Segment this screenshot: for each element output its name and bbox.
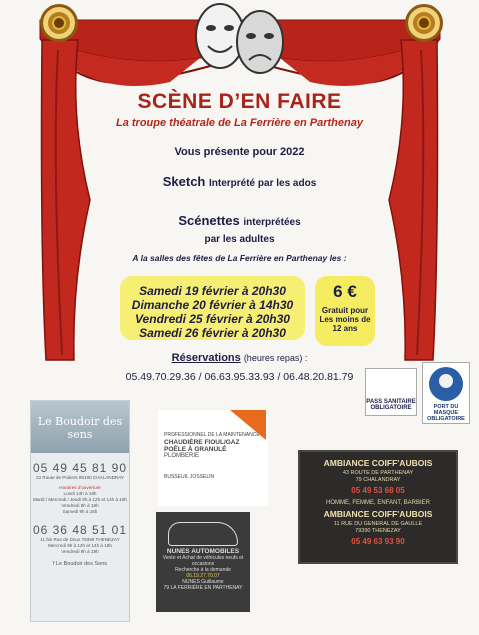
ad-boudoir-des-sens (30, 400, 130, 622)
ambiance-line-3: 11 RUE DU GENERAL DE GAULLE (333, 521, 423, 527)
chauff-line-1: PROFESSIONNEL DE LA MAINTENANCE (164, 432, 260, 438)
nunes-line-1: Vente et Achat de véhicules neufs et occasions (162, 555, 244, 567)
mask-icon (429, 367, 463, 401)
nunes-name: NUNES AUTOMOBILES (166, 548, 240, 555)
mask-required-badge (422, 362, 470, 424)
sketch-detail: Interprété par les ados (209, 178, 317, 189)
scenettes-detail-1: interprétées (243, 217, 301, 228)
chauff-line-5: BUSSEUIL JOSSELIN (164, 474, 215, 480)
ad-ambiance-coiff (298, 450, 458, 564)
boudoir-address-1: 23 Route de Poitiers 86190 CHALANDRAY (35, 475, 124, 480)
boudoir-hours-5: Mercredi 9h à 12h et 14h à 19h (48, 543, 112, 548)
price-note-1: Gratuit pour (321, 306, 369, 315)
orange-triangle-icon (230, 410, 266, 440)
boudoir-phone-2: 06 36 48 51 01 (32, 523, 128, 537)
price-box (315, 276, 375, 346)
boudoir-social: f Le Boudoir des Sens (52, 561, 108, 567)
nunes-phone: 06.19.27.70.07 (186, 573, 220, 579)
chauff-line-2: CHAUDIÈRE FIOUL/GAZ (164, 439, 240, 446)
nunes-line-3: NUNES Guillaume (182, 579, 224, 585)
date-item: Dimanche 20 février à 14h30 (131, 298, 294, 312)
ambiance-name-2: AMBIANCE COIFF'AUBOIS (323, 509, 433, 519)
reservation-phones: 05.49.70.29.36 / 06.63.95.33.93 / 06.48.20.81.79 (125, 371, 354, 383)
ad-chauffage (158, 410, 268, 506)
boudoir-hours-4: Samedi 9h à 16h (62, 509, 98, 514)
dates-box (120, 276, 305, 340)
date-item: Samedi 26 février à 20h30 (139, 326, 286, 340)
sketch-line (0, 174, 479, 189)
boudoir-hours-1: Lundi 14h à 19h (63, 491, 97, 496)
boudoir-address-2: 11 bis Rue de Doux 79390 THENEZAY (40, 537, 120, 542)
scenettes-main: Scénettes (178, 213, 240, 228)
ad-nunes-automobiles (156, 512, 250, 612)
scenettes-detail-2: par les adultes (204, 234, 275, 245)
reservations-note: (heures repas) : (243, 353, 308, 363)
venue-line: A la salles des fêtes de La Ferrière en Parthenay les : (132, 253, 347, 263)
ambiance-line-1: 43 ROUTE DE PARTHENAY (342, 470, 414, 476)
date-item: Samedi 19 février à 20h30 (139, 284, 286, 298)
presents-line: Vous présente pour 2022 (174, 146, 305, 158)
boudoir-hours-3: Vendredi 9h à 19h (61, 503, 99, 508)
poster-subtitle: La troupe théatrale de La Ferrière en Parthenay (116, 117, 363, 129)
sketch-main: Sketch (162, 174, 206, 189)
chauff-line-4: PLOMBERIE (164, 453, 200, 459)
ambiance-tagline: HOMME, FEMME, ENFANT, BARBIER (325, 500, 430, 506)
boudoir-hours-6: Vendredi 9h à 19h (61, 549, 99, 554)
ambiance-phone-1: 05 49 53 68 05 (351, 486, 405, 495)
reservations-heading (0, 352, 479, 364)
chauff-line-3: POÊLE À GRANULÉ (164, 446, 227, 453)
ambiance-line-2: 79 CHALANDRAY (355, 477, 401, 483)
ambiance-name: AMBIANCE COIFF'AUBOIS (323, 458, 433, 468)
price-note-2: Les moins de (319, 315, 371, 324)
mask-required-text: PORT DU MASQUE OBLIGATOIRE (427, 404, 465, 422)
pass-sanitaire-text: PASS SANITAIRE OBLIGATOIRE (366, 399, 416, 411)
nunes-line-4: 79 LA FERRIÈRE EN PARTHENAY (163, 585, 243, 591)
nunes-line-2: Recherche à la demande (175, 567, 231, 573)
boudoir-name: Le Boudoir des sens (31, 401, 129, 453)
boudoir-hours-label: Horaires d'ouverture (59, 485, 101, 490)
boudoir-phone-1: 05 49 45 81 90 (32, 461, 128, 475)
car-icon (168, 522, 238, 546)
theatre-masks-icon (196, 4, 283, 73)
poster-title: SCÈNE D’EN FAIRE (137, 90, 342, 113)
ambiance-phone-2: 05 49 63 93 90 (351, 537, 405, 546)
price-note-3: 12 ans (332, 324, 358, 333)
pass-sanitaire-badge (365, 368, 417, 416)
right-ornament-icon (405, 4, 443, 42)
reservations-label: Réservations (171, 352, 241, 364)
ambiance-line-4: 79390 THENEZAY (355, 528, 401, 534)
boudoir-hours-2: Mardi / Mercredi / Jeudi 9h à 12h et 14h à 19h (33, 497, 127, 502)
date-item: Vendredi 25 février à 20h30 (135, 312, 290, 326)
scenettes-line (0, 213, 479, 247)
left-ornament-icon (40, 4, 78, 42)
price-value: 6 € (333, 282, 357, 301)
